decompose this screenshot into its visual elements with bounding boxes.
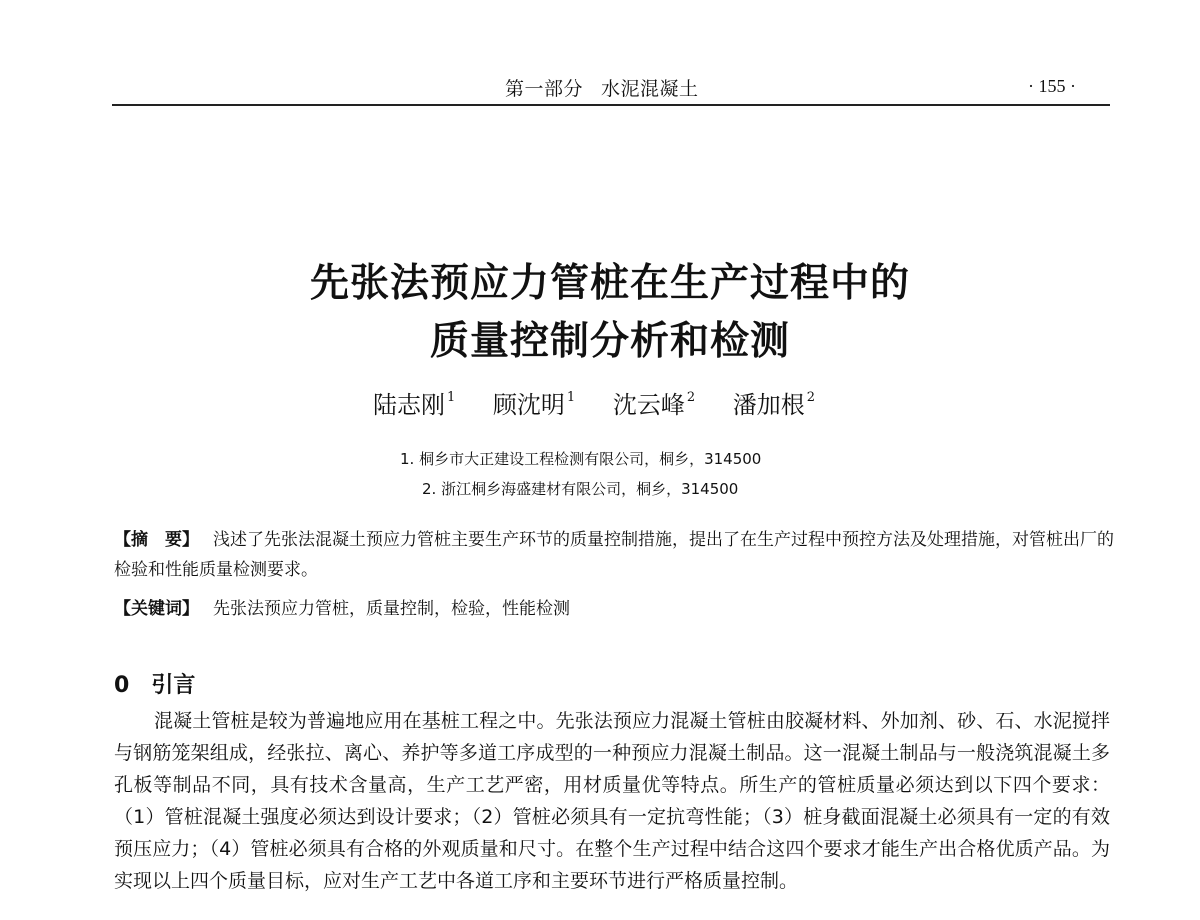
- author-name: 顾沈明: [492, 391, 565, 419]
- affiliation-2: 2. 浙江桐乡海盛建材有限公司，桐乡，314500: [422, 480, 739, 498]
- abstract: [114, 525, 1114, 585]
- author-affiliation-mark: 2: [686, 390, 696, 405]
- author: [493, 391, 575, 419]
- author: [733, 391, 815, 419]
- keywords: [114, 594, 1114, 624]
- author-affiliation-mark: 1: [566, 390, 576, 405]
- section-heading: [114, 668, 195, 699]
- keywords-text: 先张法预应力管桩，质量控制，检验，性能检测: [213, 599, 570, 619]
- abstract-label: 【摘 要】: [114, 530, 199, 550]
- author-name: 陆志刚: [373, 391, 445, 419]
- abstract-text: 浅述了先张法混凝土预应力管桩主要生产环节的质量控制措施，提出了在生产过程中预控方法及处理措施，对管桩出厂的检验和性能质量检测要求。: [114, 530, 1114, 580]
- author: [613, 391, 695, 419]
- author-list: [373, 385, 815, 420]
- paper-title-line-1: 先张法预应力管桩在生产过程中的: [309, 260, 910, 306]
- header-rule: [112, 104, 1110, 106]
- header-section-title: 水泥混凝土: [601, 78, 699, 100]
- author-name: 沈云峰: [612, 391, 685, 419]
- author-affiliation-mark: 2: [806, 390, 816, 405]
- header-part: 第一部分: [505, 78, 584, 100]
- page-number: · 155 ·: [1028, 76, 1076, 96]
- header-section-label: [505, 74, 699, 101]
- author-name: 潘加根: [732, 391, 805, 419]
- paper-title-line-2: 质量控制分析和检测: [429, 318, 790, 364]
- section-title: 引言: [151, 673, 196, 698]
- keywords-label: 【关键词】: [114, 599, 199, 619]
- section-number: 0: [114, 673, 130, 698]
- affiliation-1: 1. 桐乡市大正建设工程检测有限公司，桐乡，314500: [400, 450, 762, 468]
- body-paragraph: 混凝土管桩是较为普遍地应用在基桩工程之中。先张法预应力混凝土管桩由胶凝材料、外加剂、砂、石、水泥搅拌与钢筋笼架组成，经张拉、离心、养护等多道工序成型的一种预应力混凝土制品。这一混凝土制品与一般浇筑混凝土多孔板等制品不同，具有技术含量高，生产工艺严密，用材质量优等特点。所生产的管桩质量必须达到以下四个要求：（1）管桩混凝土强度必须达到设计要求；（2）管桩必须具有一定抗弯性能；（3）桩身截面混凝土必须具有一定的有效预压应力；（4）管桩必须具有合格的外观质量和尺寸。在整个生产过程中结合这四个要求才能生产出合格优质产品。为实现以上四个质量目标，应对生产工艺中各道工序和主要环节进行严格质量控制。: [114, 710, 1110, 892]
- author-affiliation-mark: 1: [447, 390, 456, 405]
- author: [373, 391, 455, 419]
